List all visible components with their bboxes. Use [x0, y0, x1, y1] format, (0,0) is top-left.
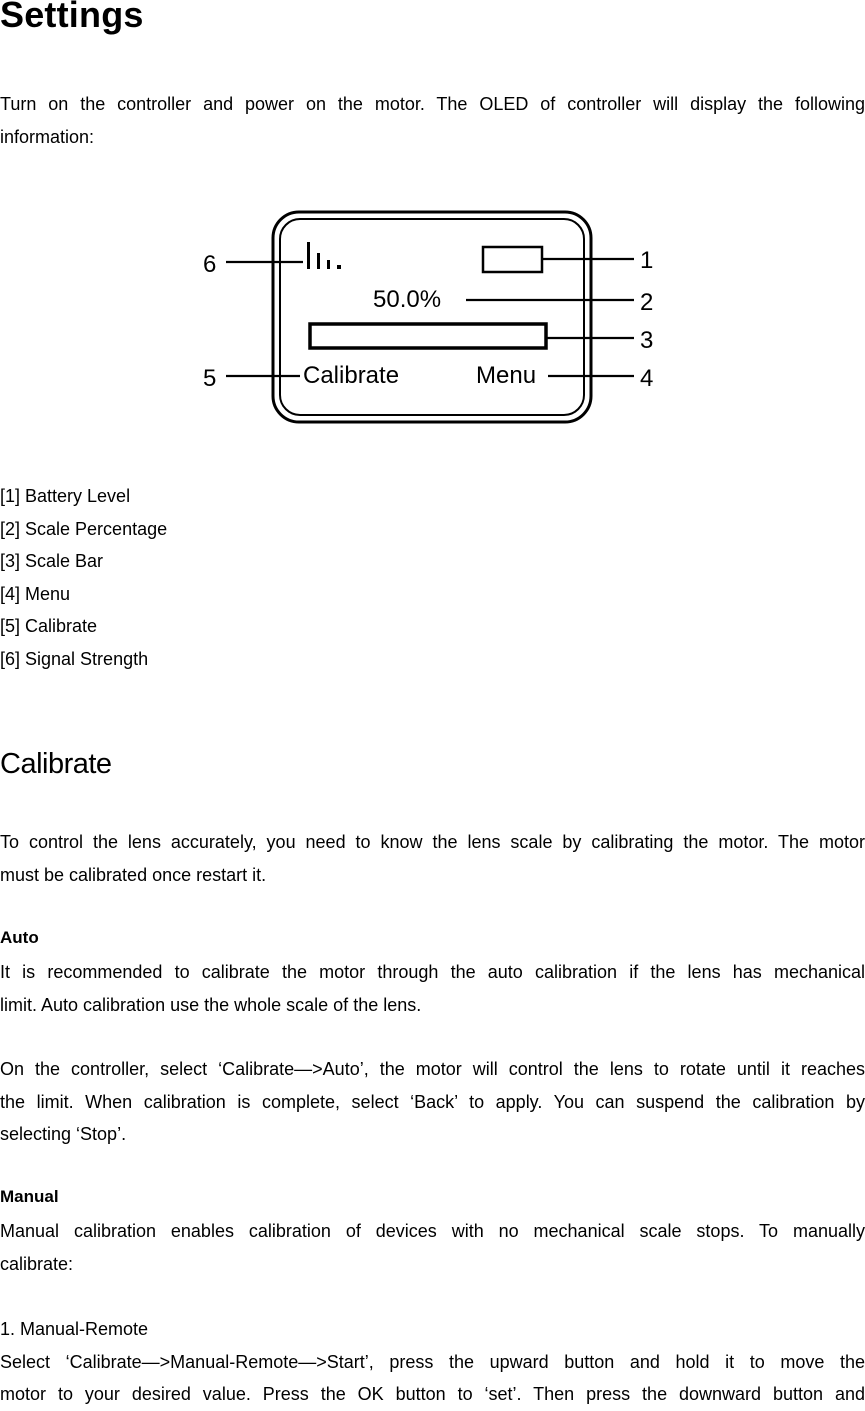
callout-5: 5 — [203, 365, 217, 392]
manual-step-1-title: 1. Manual-Remote — [0, 1319, 149, 1339]
signal-strength-icon — [307, 242, 341, 269]
calibrate-intro-line-1: To control the lens accurately, you need to know the lens scale by calibrating the motor. The motor — [0, 832, 865, 852]
legend-item: [3] Scale Bar — [0, 551, 104, 572]
intro-line-2: information: — [0, 126, 95, 147]
auto-paragraph-2 — [0, 1053, 865, 1151]
manual-subheading: Manual — [0, 1187, 59, 1206]
callout-lines — [226, 259, 634, 376]
manual-line-2: calibrate: — [0, 1253, 74, 1274]
calibrate-label: Calibrate — [303, 362, 400, 389]
auto-p1-line-2: limit. Auto calibration use the whole scale of the lens. — [0, 994, 422, 1015]
calibrate-heading: Calibrate — [0, 748, 112, 780]
callout-4: 4 — [640, 365, 654, 392]
battery-level-icon — [483, 247, 542, 272]
intro-paragraph — [0, 88, 865, 153]
callout-1: 1 — [640, 247, 654, 274]
auto-p1-line-1: It is recommended to calibrate the motor through the auto calibration if the lens has mechanical — [0, 962, 865, 982]
auto-p2-line-2: the limit. When calibration is complete, select ‘Back’ to apply. You can suspend the calibration by — [0, 1091, 865, 1112]
scale-bar — [310, 324, 546, 348]
oled-display-diagram — [190, 200, 670, 435]
auto-p2-line-3: selecting ‘Stop’. — [0, 1124, 127, 1144]
oled-outer-frame — [273, 212, 591, 422]
oled-legend-list — [0, 480, 167, 676]
manual-line-1: Manual calibration enables calibration of devices with no mechanical scale stops. To manually — [0, 1221, 865, 1241]
scale-percentage-text: 50.0% — [373, 286, 442, 313]
manual-paragraph — [0, 1215, 865, 1280]
page-title: Settings — [0, 0, 144, 35]
legend-item: [2] Scale Percentage — [0, 518, 168, 539]
intro-line-1: Turn on the controller and power on the motor. The OLED of controller will display the following — [0, 94, 865, 114]
auto-paragraph-1 — [0, 956, 865, 1021]
callout-6: 6 — [203, 251, 217, 278]
legend-item: [6] Signal Strength — [0, 648, 149, 669]
auto-subheading: Auto — [0, 928, 39, 947]
legend-item: [4] Menu — [0, 583, 71, 604]
manual-step-1-line-1: Select ‘Calibrate—>Manual-Remote—>Start’, press the upward button and hold it to move the — [0, 1351, 865, 1372]
calibrate-intro-line-2: must be calibrated once restart it. — [0, 864, 267, 885]
legend-item: [1] Battery Level — [0, 486, 131, 506]
legend-item: [5] Calibrate — [0, 616, 98, 637]
manual-step-1-line-2: motor to your desired value. Press the OK button to ‘set’. Then press the downward button and — [0, 1384, 865, 1404]
callout-2: 2 — [640, 289, 654, 316]
auto-p2-line-1: On the controller, select ‘Calibrate—>Auto’, the motor will control the lens to rotate until it reaches — [0, 1059, 865, 1079]
manual-step-1 — [0, 1313, 865, 1411]
callout-3: 3 — [640, 327, 654, 354]
menu-label: Menu — [476, 362, 537, 389]
calibrate-intro-paragraph — [0, 826, 865, 891]
